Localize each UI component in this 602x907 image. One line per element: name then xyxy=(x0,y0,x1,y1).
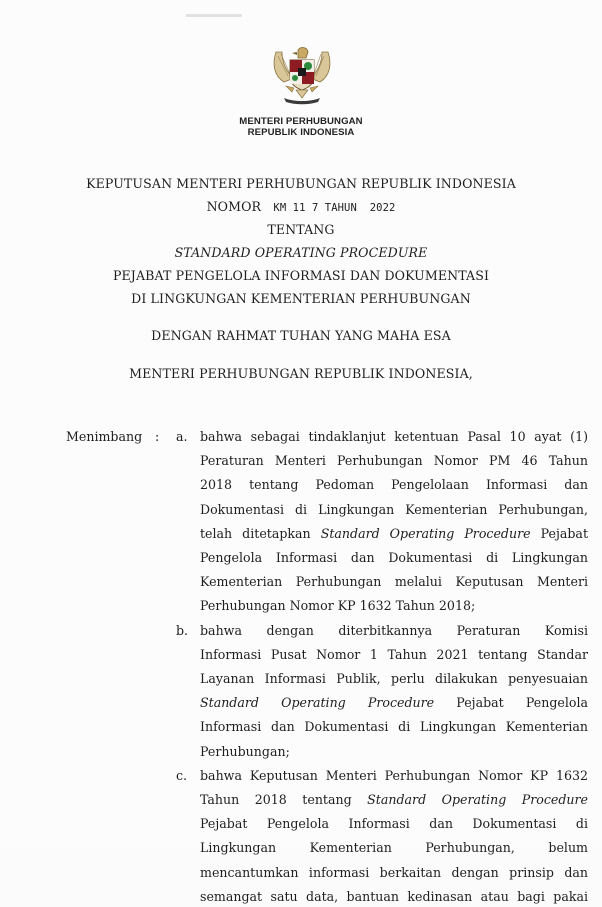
garuda-emblem-icon xyxy=(268,42,336,110)
item-line: Kementerian Perhubungan melalui Keputusan Menteri xyxy=(200,574,588,590)
item-line: Perhubungan; xyxy=(200,743,290,759)
item-line: Informasi dan Dokumentasi di Lingkungan Kementerian xyxy=(200,719,588,735)
item-line: Lingkungan Kementerian Perhubungan, belum xyxy=(200,840,588,856)
item-marker: c. xyxy=(176,767,188,783)
decree-title: KEPUTUSAN MENTERI PERHUBUNGAN REPUBLIK INDONESIA xyxy=(86,176,516,191)
subject-line-3: DI LINGKUNGAN KEMENTERIAN PERHUBUNGAN xyxy=(131,291,471,306)
nomor-label: NOMOR xyxy=(206,199,262,214)
scan-smudge xyxy=(186,14,242,17)
item-line: bahwa sebagai tindaklanjut ketentuan Pasal 10 ayat (1) xyxy=(200,429,588,444)
line-text: Tahun 2018 tentang xyxy=(200,792,368,807)
item-line: Informasi Pusat Nomor 1 Tahun 2021 tentang Standar xyxy=(200,646,588,662)
menimbang-colon: : xyxy=(155,429,160,444)
italic-term: Standard Operating Procedure xyxy=(367,792,588,807)
item-line: Pengelola Informasi dan Dokumentasi di Lingkungan xyxy=(200,550,588,565)
minister-line: MENTERI PERHUBUNGAN REPUBLIK INDONESIA, xyxy=(129,366,473,381)
item-line: Layanan Informasi Publik, perlu dilakukan penyesuaian xyxy=(200,671,588,686)
item-line: bahwa Keputusan Menteri Perhubungan Nomor KP 1632 xyxy=(200,767,588,783)
letterhead-line-1: MENTERI PERHUBUNGAN xyxy=(239,116,363,127)
item-marker: a. xyxy=(176,429,188,444)
item-line xyxy=(200,695,588,713)
item-line: Peraturan Menteri Perhubungan Nomor PM 46 Tahun xyxy=(200,453,588,469)
item-line: mencantumkan informasi berkaitan dengan prinsip dan xyxy=(200,864,588,880)
divine-grace-line: DENGAN RAHMAT TUHAN YANG MAHA ESA xyxy=(151,328,451,343)
line-text: Pejabat xyxy=(530,525,588,541)
italic-term: Standard Operating Procedure xyxy=(320,525,531,541)
item-line: semangat satu data, bantuan kedinasan atau bagi pakai xyxy=(200,888,588,904)
letterhead-line-2: REPUBLIK INDONESIA xyxy=(247,127,355,138)
item-line: bahwa dengan diterbitkannya Peraturan Komisi xyxy=(200,622,588,638)
subject-line-2: PEJABAT PENGELOLA INFORMASI DAN DOKUMENTASI xyxy=(112,268,490,283)
line-text: Pejabat Pengelola xyxy=(434,695,588,711)
line-text: telah ditetapkan xyxy=(200,525,321,541)
item-line xyxy=(200,792,588,810)
decree-number xyxy=(0,199,602,214)
item-line: Pejabat Pengelola Informasi dan Dokumentasi di xyxy=(200,816,588,832)
tentang-label: TENTANG xyxy=(267,222,335,237)
item-line: 2018 tentang Pedoman Pengelolaan Informasi dan xyxy=(200,477,588,493)
item-line: Dokumentasi di Lingkungan Kementerian Perhubungan, xyxy=(200,501,588,517)
subject-line-1: STANDARD OPERATING PROCEDURE xyxy=(174,245,428,260)
item-line xyxy=(200,526,588,544)
menimbang-label: Menimbang xyxy=(66,429,143,444)
italic-term: Standard Operating Procedure xyxy=(200,695,435,711)
item-line: Perhubungan Nomor KP 1632 Tahun 2018; xyxy=(200,598,476,614)
nomor-value: KM 11 7 TAHUN 2022 xyxy=(273,202,396,214)
item-marker: b. xyxy=(176,622,189,638)
